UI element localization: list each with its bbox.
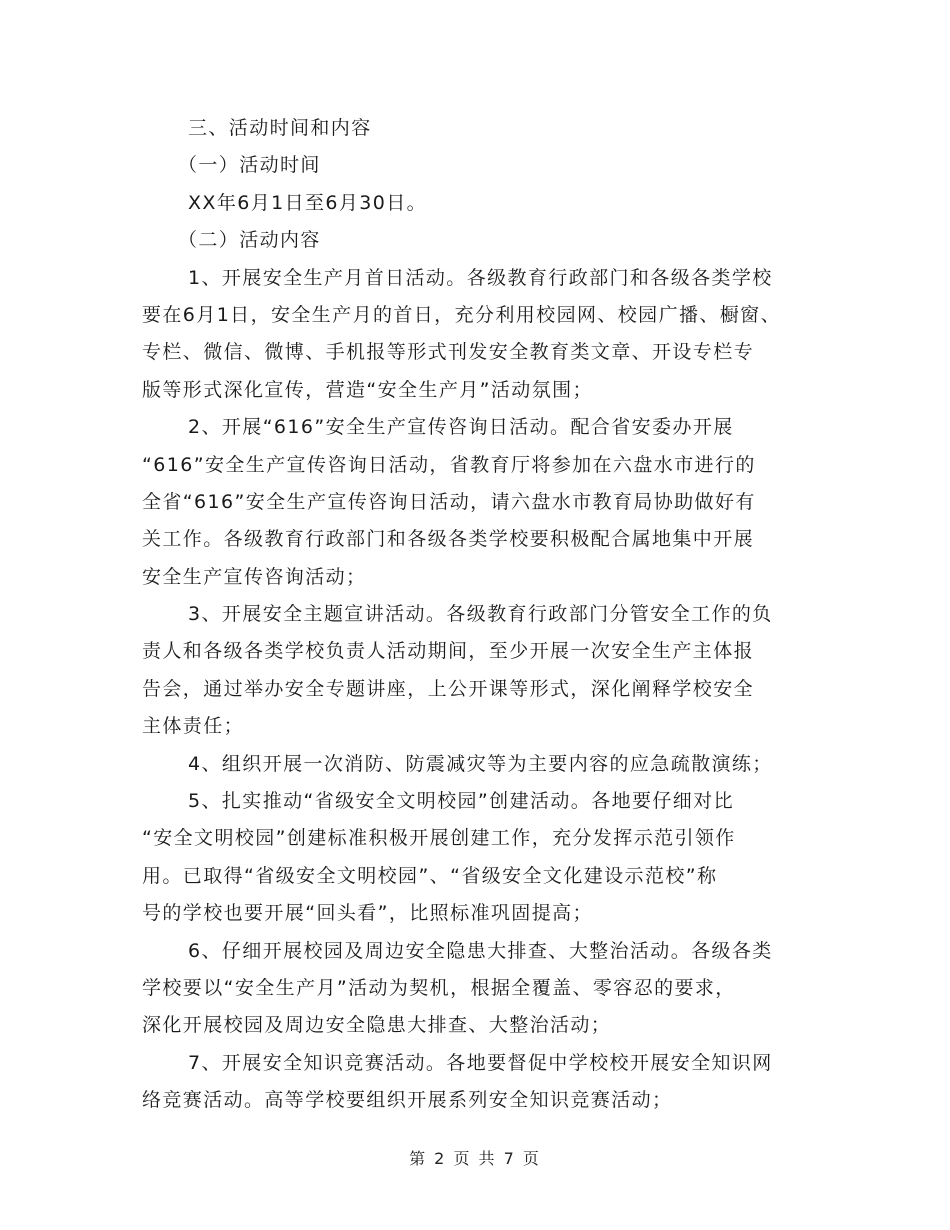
text-line: 用。已取得“省级安全文明校园”、“省级安全文化建设示范校”称 [142, 864, 718, 887]
text-line: 专栏、微信、微博、手机报等形式刊发安全教育类文章、开设专栏专 [142, 341, 755, 364]
text-line: 版等形式深化宣传，营造“安全生产月”活动氛围； [142, 378, 593, 401]
text-line: 深化开展校园及周边安全隐患大排查、大整治活动； [142, 1014, 612, 1037]
document-body [142, 110, 832, 1120]
text-line: （二）活动内容 [178, 229, 321, 252]
text-line: 学校要以“安全生产月”活动为契机，根据全覆盖、零容忍的要求， [142, 976, 736, 999]
text-line: 三、活动时间和内容 [188, 117, 372, 139]
text-line: 2、开展“616”安全生产宣传咨询日活动。配合省安委办开展 [188, 416, 734, 439]
text-line: 1、开展安全生产月首日活动。各级教育行政部门和各级各类学校 [188, 266, 773, 289]
text-line: 关工作。各级教育行政部门和各级各类学校要积极配合属地集中开展 [142, 528, 755, 551]
text-line: 5、扎实推动“省级安全文明校园”创建活动。各地要仔细对比 [188, 790, 734, 813]
text-line: 号的学校也要开展“回头看”，比照标准巩固提高； [142, 902, 593, 925]
text-line: 7、开展安全知识竞赛活动。各地要督促中学校校开展安全知识网 [188, 1051, 773, 1074]
text-line: 4、组织开展一次消防、防震减灾等为主要内容的应急疏散演练； [188, 752, 773, 775]
text-line: 3、开展安全主题宣讲活动。各级教育行政部门分管安全工作的负 [188, 603, 773, 626]
text-line: 全省“616”安全生产宣传咨询日活动，请六盘水市教育局协助做好有 [142, 490, 756, 513]
text-line: XX年6月1日至6月30日。 [188, 191, 428, 214]
text-line: 责人和各级各类学校负责人活动期间，至少开展一次安全生产主体报 [142, 640, 755, 663]
text-line: （一）活动时间 [178, 154, 321, 177]
text-line: 6、仔细开展校园及周边安全隐患大排查、大整治活动。各级各类 [188, 939, 773, 962]
page-footer: 第 2 页 共 7 页 [409, 1149, 541, 1168]
text-line: “安全文明校园”创建标准积极开展创建工作，充分发挥示范引领作 [142, 827, 736, 850]
text-line: 告会，通过举办安全专题讲座，上公开课等形式，深化阐释学校安全 [142, 677, 755, 700]
text-line: 安全生产宣传咨询活动； [142, 565, 367, 588]
text-line: “616”安全生产宣传咨询日活动，省教育厅将参加在六盘水市进行的 [142, 453, 756, 476]
text-line: 络竞赛活动。高等学校要组织开展系列安全知识竞赛活动； [142, 1089, 673, 1112]
text-line: 主体责任； [142, 715, 245, 738]
text-line: 要在6月1日，安全生产月的首日，充分利用校园网、校园广播、橱窗、 [142, 303, 781, 326]
